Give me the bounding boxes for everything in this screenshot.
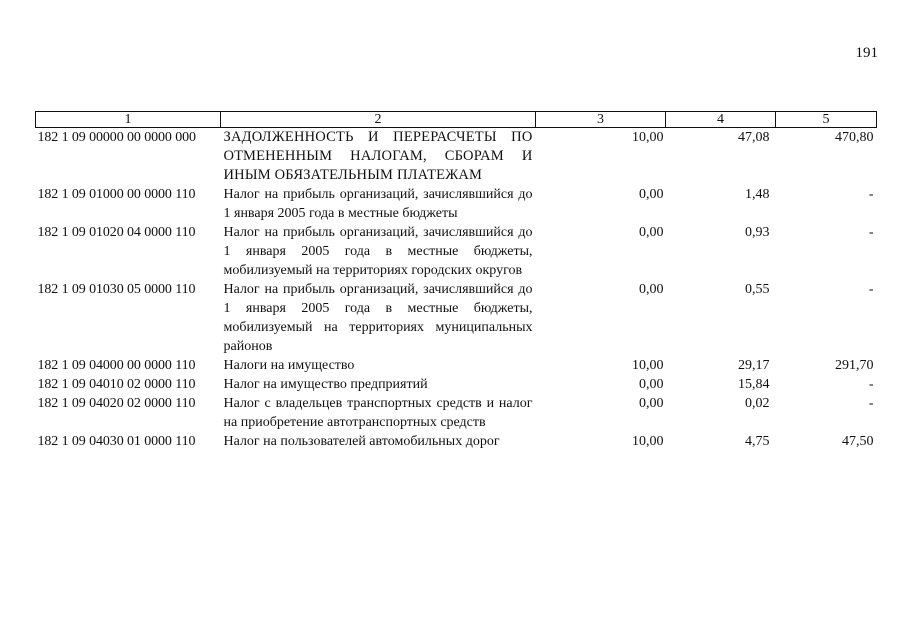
value-col-4: 0,55 xyxy=(745,282,770,297)
budget-code: 182 1 09 04030 01 0000 110 xyxy=(37,434,196,449)
budget-code: 182 1 09 04010 02 0000 110 xyxy=(37,377,196,392)
budget-table xyxy=(35,111,877,451)
value-col-4: 15,84 xyxy=(738,377,770,392)
budget-code: 182 1 09 04000 00 0000 110 xyxy=(37,358,196,373)
table-row xyxy=(36,394,877,432)
budget-code: 182 1 09 01000 00 0000 110 xyxy=(37,187,196,202)
table-header xyxy=(36,112,877,128)
page-number: 191 xyxy=(855,45,878,61)
value-col-3: 10,00 xyxy=(632,130,664,145)
table-row xyxy=(36,432,877,451)
table-row xyxy=(36,128,877,186)
value-col-3: 10,00 xyxy=(632,358,664,373)
item-name: ЗАДОЛЖЕННОСТЬ И ПЕРЕРАСЧЕТЫ ПО ОТМЕНЕННЫМ НАЛОГАМ, СБОРАМ И ИНЫМ ОБЯЗАТЕЛЬНЫМ ПЛАТЕЖАМ xyxy=(223,129,533,183)
item-name: Налог на прибыль организаций, зачислявшийся до 1 января 2005 года в местные бюджеты, мобилизуемый на территориях городских округов xyxy=(223,225,533,278)
header-col-2: 2 xyxy=(221,112,536,128)
header-row xyxy=(36,112,877,128)
value-col-5: - xyxy=(868,396,874,411)
value-col-5: 291,70 xyxy=(835,358,874,373)
value-col-4: 0,02 xyxy=(745,396,770,411)
budget-code: 182 1 09 01030 05 0000 110 xyxy=(37,282,196,297)
header-col-3: 3 xyxy=(536,112,666,128)
item-name: Налог с владельцев транспортных средств и налог на приобретение автотранспортных средств xyxy=(223,396,533,430)
value-col-5: - xyxy=(868,225,874,240)
value-col-4: 0,93 xyxy=(745,225,770,240)
header-col-4: 4 xyxy=(666,112,776,128)
value-col-5: - xyxy=(868,187,874,202)
value-col-5: - xyxy=(868,377,874,392)
table-row xyxy=(36,356,877,375)
item-name: Налог на имущество предприятий xyxy=(223,377,428,392)
value-col-3: 0,00 xyxy=(639,187,664,202)
header-col-1: 1 xyxy=(36,112,221,128)
item-name: Налоги на имущество xyxy=(223,358,355,373)
value-col-3: 0,00 xyxy=(639,282,664,297)
value-col-4: 4,75 xyxy=(745,434,770,449)
value-col-5: 47,50 xyxy=(842,434,874,449)
table-row xyxy=(36,223,877,280)
budget-code: 182 1 09 00000 00 0000 000 xyxy=(37,130,196,145)
item-name: Налог на прибыль организаций, зачислявшийся до 1 января 2005 года в местные бюджеты, мобилизуемый на территориях муниципальных районов xyxy=(223,282,533,354)
header-col-5: 5 xyxy=(776,112,877,128)
budget-code: 182 1 09 01020 04 0000 110 xyxy=(37,225,196,240)
value-col-5: 470,80 xyxy=(835,130,874,145)
value-col-3: 10,00 xyxy=(632,434,664,449)
value-col-4: 29,17 xyxy=(738,358,770,373)
value-col-3: 0,00 xyxy=(639,225,664,240)
value-col-4: 47,08 xyxy=(738,130,770,145)
value-col-4: 1,48 xyxy=(745,187,770,202)
budget-code: 182 1 09 04020 02 0000 110 xyxy=(37,396,196,411)
table-row xyxy=(36,280,877,356)
item-name: Налог на пользователей автомобильных дорог xyxy=(223,434,500,449)
table-body xyxy=(36,128,877,452)
value-col-5: - xyxy=(868,282,874,297)
item-name: Налог на прибыль организаций, зачислявшийся до 1 января 2005 года в местные бюджеты xyxy=(223,187,533,221)
value-col-3: 0,00 xyxy=(639,396,664,411)
table-row xyxy=(36,185,877,223)
table-row xyxy=(36,375,877,394)
value-col-3: 0,00 xyxy=(639,377,664,392)
